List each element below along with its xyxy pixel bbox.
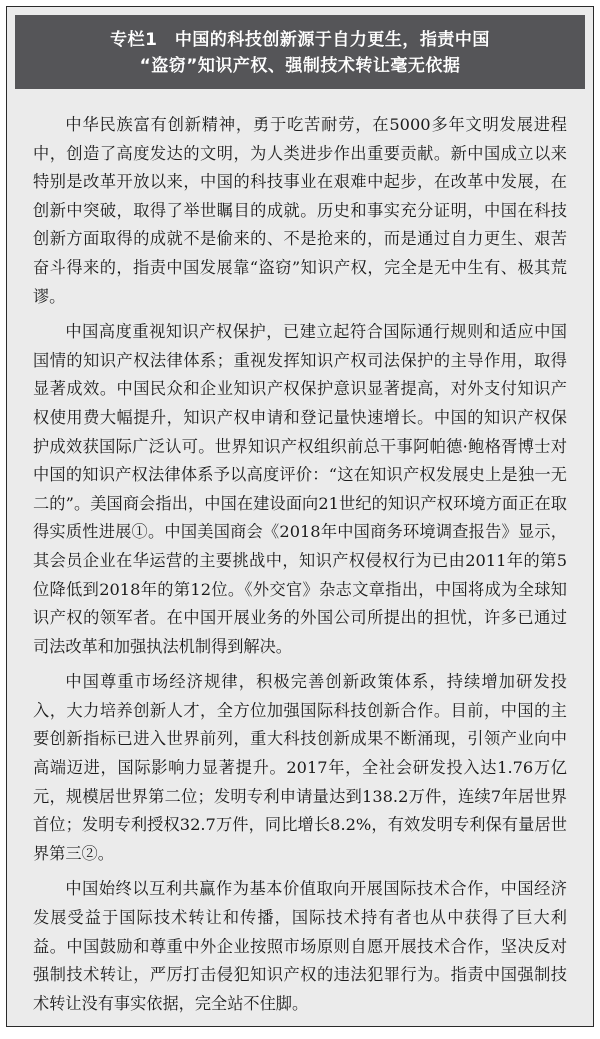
column-title-line-2: “盗窃”知识产权、强制技术转让毫无依据 (139, 56, 461, 76)
column-title-line-1: 专栏1 中国的科技创新源于自力更生，指责中国 (110, 30, 490, 50)
column-title-bar (15, 15, 585, 89)
paragraph-4: 中国始终以互利共赢作为基本价值取向开展国际技术合作，中国经济发展受益于国际技术转让和传播，国际技术持有者也从中获得了巨大利益。中国鼓励和尊重中外企业按照市场原则自愿开展技术合作，坚决反对强制技术转让，严厉打击侵犯知识产权的违法犯罪行为。指责中国强制技术转让没有事实依据，完全站不住脚。 (33, 879, 567, 1013)
column-box (6, 6, 594, 1027)
paragraph-3: 中国尊重市场经济规律，积极完善创新政策体系，持续增加研发投入，大力培养创新人才，全方位加强国际科技创新合作。目前，中国的主要创新指标已进入世界前列，重大科技创新成果不断涌现，引领产业向中高端迈进，国际影响力显著提升。2017年，全社会研发投入达1.76万亿元，规模居世界第二位；发明专利申请量达到138.2万件，连续7年居世界首位；发明专利授权32.7万件，同比增长8.2%，有效发明专利保有量居世界第三②。 (33, 672, 567, 863)
paragraph-1: 中华民族富有创新精神，勇于吃苦耐劳，在5000多年文明发展进程中，创造了高度发达的文明，为人类进步作出重要贡献。新中国成立以来特别是改革开放以来，中国的科技事业在艰难中起步，在改革中发展，在创新中突破，取得了举世瞩目的成就。历史和事实充分证明，中国在科技创新方面取得的成就不是偷来的、不是抢来的，而是通过自力更生、艰苦奋斗得来的，指责中国发展靠“盗窃”知识产权，完全是无中生有、极其荒谬。 (33, 115, 567, 306)
column-body (7, 89, 593, 1018)
paragraph-2: 中国高度重视知识产权保护，已建立起符合国际通行规则和适应中国国情的知识产权法律体系；重视发挥知识产权司法保护的主导作用，取得显著成效。中国民众和企业知识产权保护意识显著提高，对外支付知识产权使用费大幅提升，知识产权申请和登记量快速增长。中国的知识产权保护成效获国际广泛认可。世界知识产权组织前总干事阿帕德·鲍格胥博士对中国的知识产权法律体系予以高度评价：“这在知识产权发展史上是独一无二的”。美国商会指出，中国在建设面向21世纪的知识产权环境方面正在取得实质性进展①。中国美国商会《2018年中国商务环境调查报告》显示，其会员企业在华运营的主要挑战中，知识产权侵权行为已由2011年的第5位降低到2018年的第12位。《外交官》杂志文章指出，中国将成为全球知识产权的领军者。在中国开展业务的外国公司所提出的担忧，许多已通过司法改革和加强执法机制得到解决。 (33, 322, 567, 656)
